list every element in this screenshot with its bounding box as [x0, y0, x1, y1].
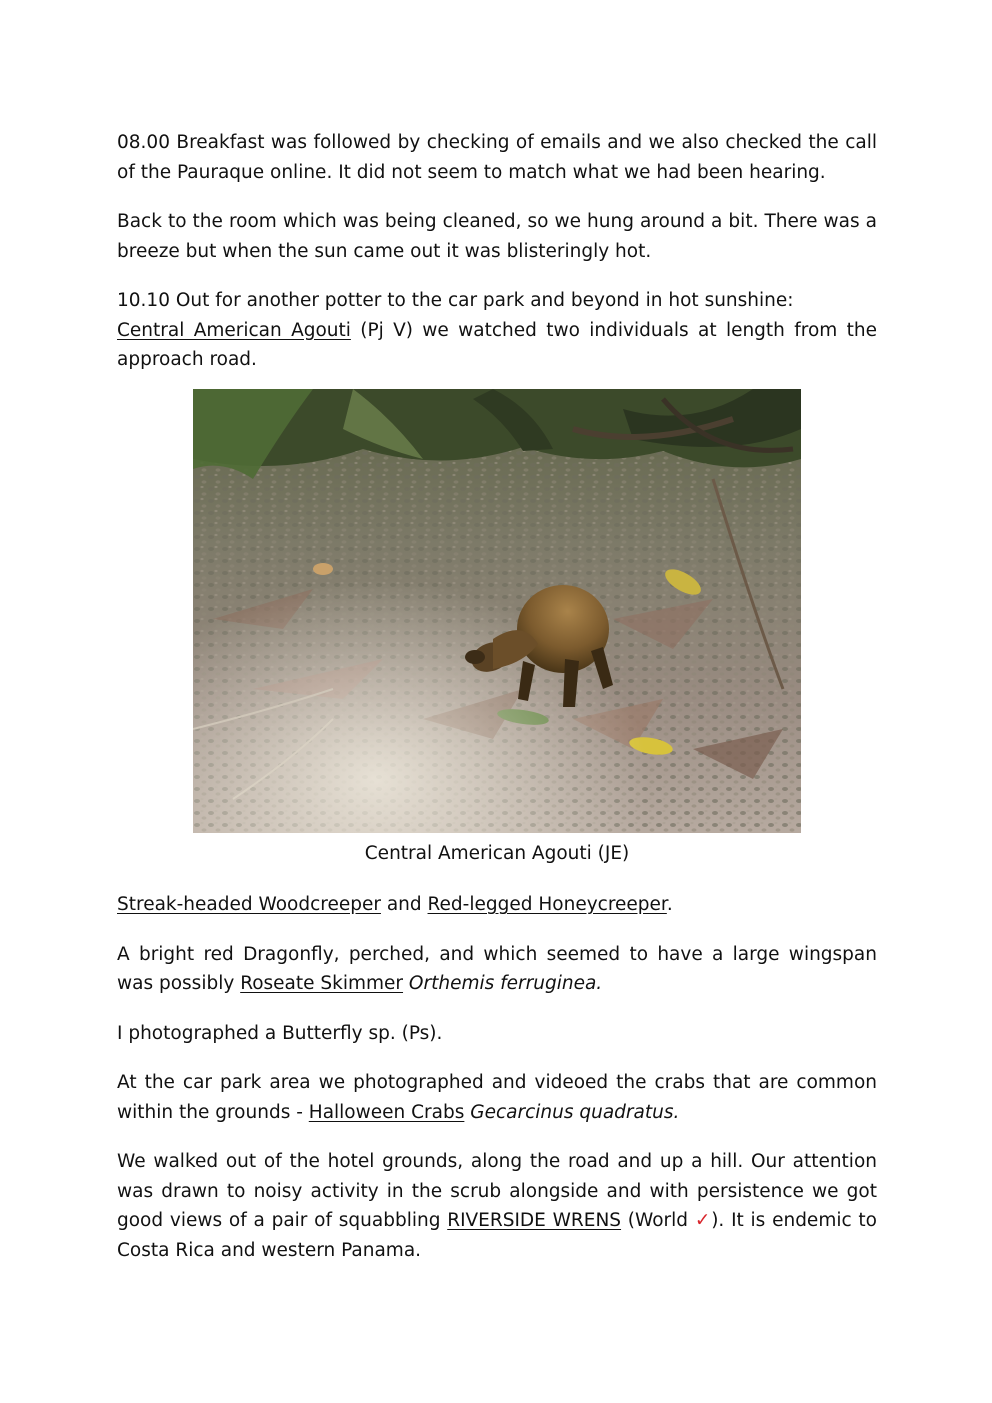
species-woodcreeper: Streak-headed Woodcreeper	[117, 894, 381, 915]
paragraph-potter: 10.10 Out for another potter to the car park and beyond in hot sunshine: Central American Agouti (Pj V) we watched two individuals at length from the approach road.	[117, 286, 877, 375]
latin-skimmer: Orthemis ferruginea.	[408, 973, 603, 994]
agouti-photo	[193, 389, 801, 833]
paragraph-birds: Streak-headed Woodcreeper and Red-legged Honeycreeper.	[117, 894, 673, 915]
species-wrens: RIVERSIDE WRENS	[447, 1210, 622, 1231]
paragraph-dragonfly: A bright red Dragonfly, perched, and which seemed to have a large wingspan was possibly Roseate Skimmer Orthemis ferruginea.	[117, 943, 877, 994]
checkmark-icon: ✓	[694, 1210, 712, 1231]
paragraph-crabs: At the car park area we photographed and videoed the crabs that are common within the grounds - Halloween Crabs Gecarcinus quadratus.	[117, 1072, 877, 1123]
paragraph-breakfast: 08.00 Breakfast was followed by checking of emails and we also checked the call of the Pauraque online. It did not seem to match what we had been hearing.	[117, 132, 877, 183]
agouti-figure	[117, 389, 877, 869]
paragraph-butterfly: I photographed a Butterfly sp. (Ps).	[117, 1022, 443, 1044]
document-page	[117, 128, 877, 1285]
latin-crabs: Gecarcinus quadratus.	[470, 1101, 680, 1123]
species-skimmer: Roseate Skimmer	[240, 973, 404, 994]
paragraph-wrens: We walked out of the hotel grounds, along the road and up a hill. Our attention was drawn to noisy activity in the scrub alongside and with persistence we got good views of a pair of squabbling RIVERSIDE WRENS (World ✓). It is endemic to Costa Rica and western Panama.	[117, 1151, 877, 1261]
potter-line: 10.10 Out for another potter to the car park and beyond in hot sunshine:	[117, 290, 794, 311]
photo-caption: Central American Agouti (JE)	[364, 842, 630, 864]
paragraph-room: Back to the room which was being cleaned, so we hung around a bit. There was a breeze but when the sun came out it was blisteringly hot.	[117, 211, 877, 262]
species-agouti: Central American Agouti	[117, 319, 351, 341]
species-honeycreeper: Red-legged Honeycreeper	[427, 894, 667, 915]
species-crabs: Halloween Crabs	[308, 1101, 465, 1123]
